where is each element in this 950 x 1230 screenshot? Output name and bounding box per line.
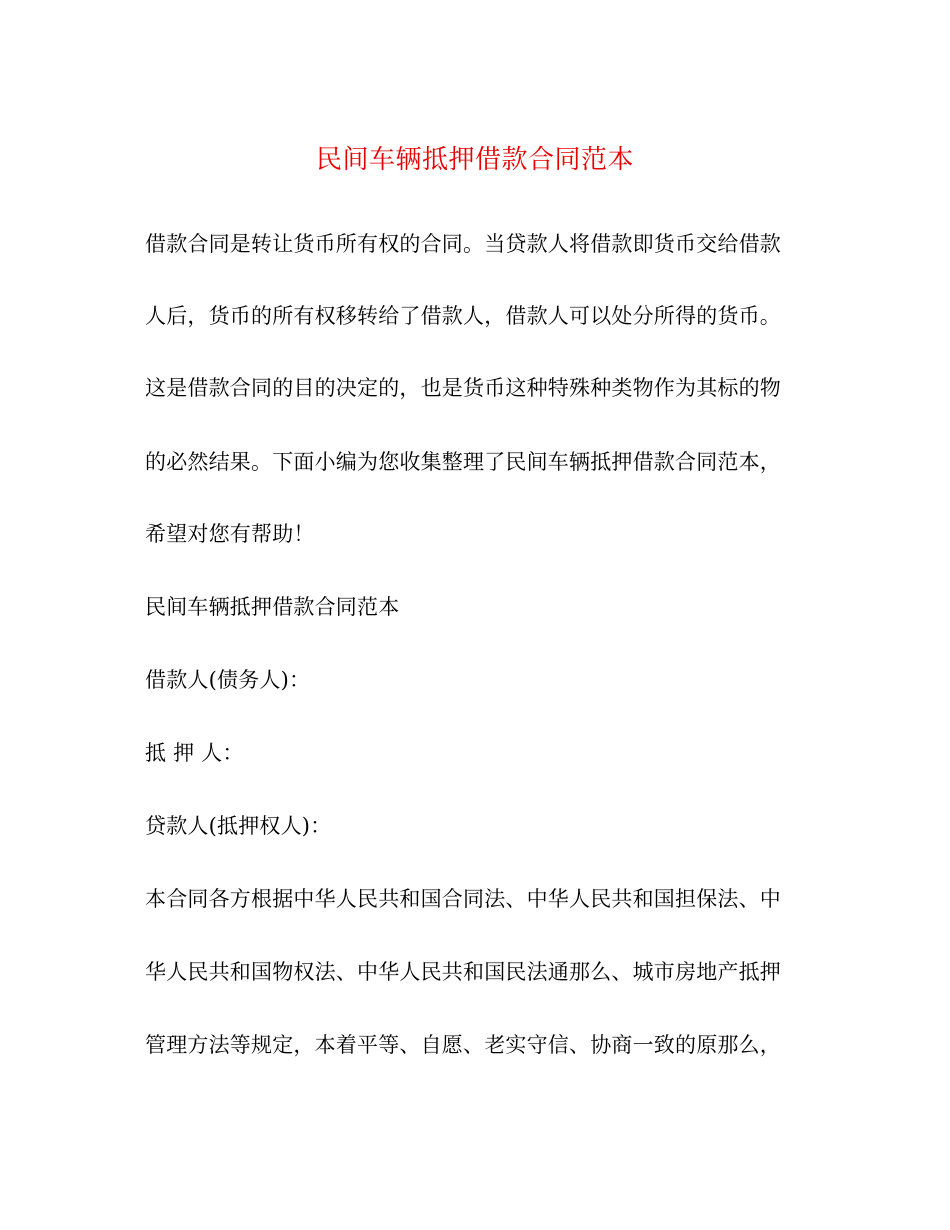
- borrower-field: 借款人(债务人)：: [145, 668, 311, 692]
- intro-line-4: 的必然结果。下面小编为您收集整理了民间车辆抵押借款合同范本，: [145, 450, 781, 474]
- lender-field: 贷款人(抵押权人)：: [145, 814, 332, 838]
- intro-line-2: 人后，货币的所有权移转给了借款人，借款人可以处分所得的货币。: [145, 304, 781, 328]
- section-heading: 民间车辆抵押借款合同范本: [145, 595, 400, 619]
- intro-line-5: 希望对您有帮助！: [145, 522, 315, 546]
- intro-line-1: 借款合同是转让货币所有权的合同。当贷款人将借款即货币交给借款: [145, 232, 781, 256]
- intro-line-3: 这是借款合同的目的决定的，也是货币这种特殊种类物作为其标的物: [145, 376, 781, 400]
- body-line-2: 华人民共和国物权法、中华人民共和国民法通那么、城市房地产抵押: [145, 960, 781, 984]
- document-title: 民间车辆抵押借款合同范本: [315, 145, 634, 175]
- body-line-3: 管理方法等规定，本着平等、自愿、老实守信、协商一致的原那么，: [145, 1033, 781, 1057]
- mortgagor-field: 抵 押 人：: [145, 741, 244, 765]
- body-line-1: 本合同各方根据中华人民共和国合同法、中华人民共和国担保法、中: [145, 887, 781, 911]
